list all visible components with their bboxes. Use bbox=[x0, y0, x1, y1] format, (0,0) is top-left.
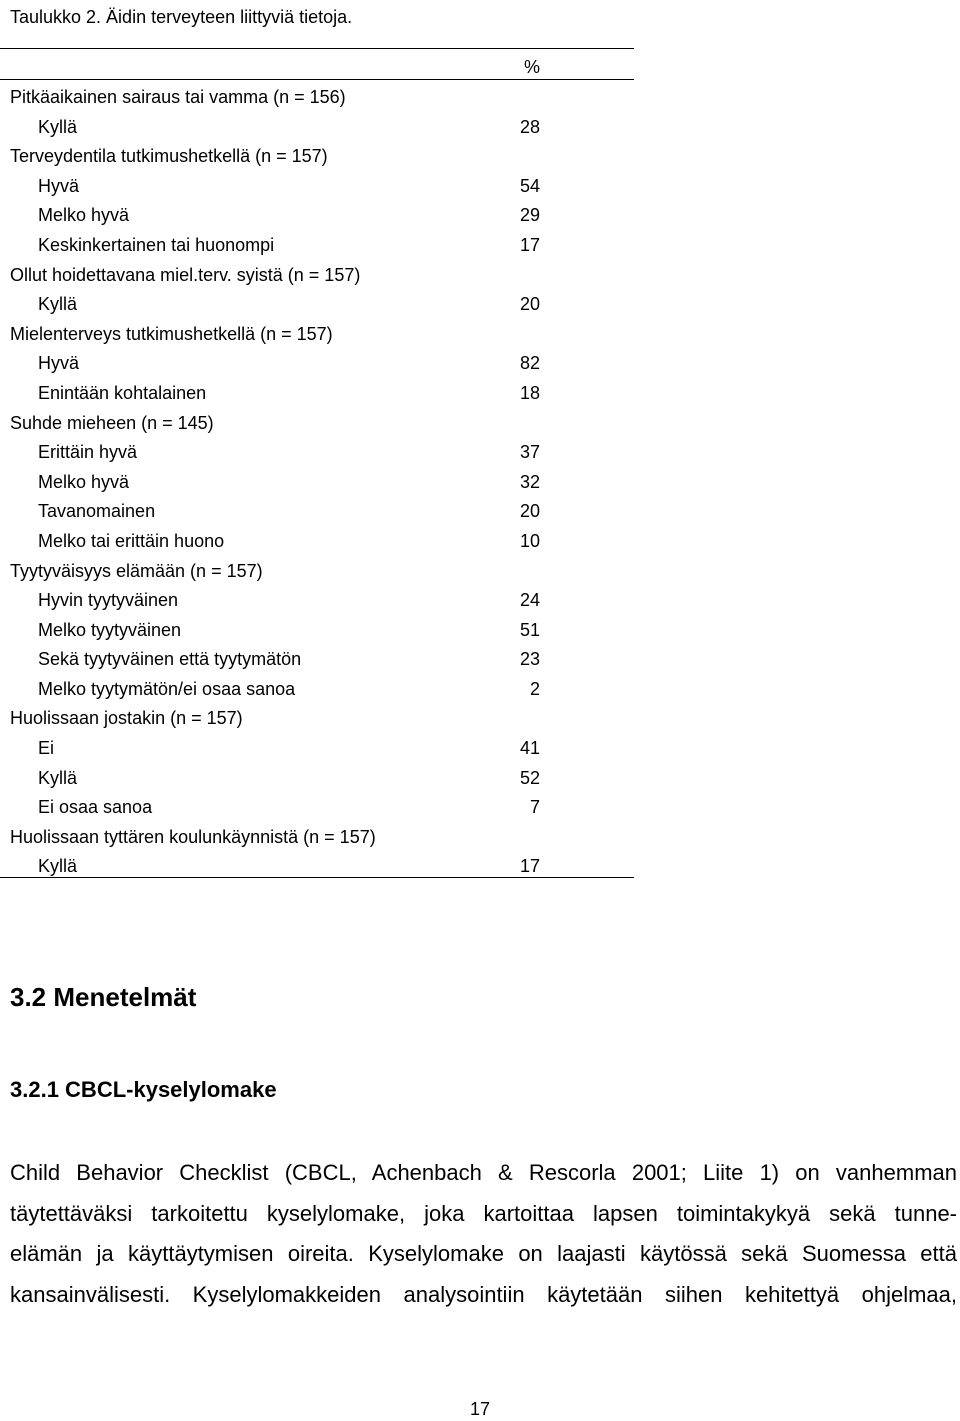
row-value: 20 bbox=[519, 294, 540, 315]
row-value: 54 bbox=[519, 175, 540, 196]
row-value: 18 bbox=[519, 382, 540, 403]
row-label: Melko hyvä bbox=[38, 205, 130, 226]
table-row bbox=[10, 530, 550, 560]
row-value: 82 bbox=[519, 353, 540, 374]
table-row bbox=[10, 855, 550, 885]
table-row bbox=[10, 204, 550, 234]
paragraph-line: Child Behavior Checklist (CBCL, Achenbach & Rescorla 2001; Liite 1) on vanhemman bbox=[10, 1160, 957, 1185]
table-group-row bbox=[10, 560, 550, 590]
table-row bbox=[10, 648, 550, 678]
table-header-rule bbox=[0, 79, 634, 80]
table-row bbox=[10, 175, 550, 205]
table-group-row bbox=[10, 707, 550, 737]
table-row bbox=[10, 589, 550, 619]
table-group-row bbox=[10, 145, 550, 175]
paragraph-line: elämän ja käyttäytymisen oireita. Kyselylomake on laajasti käytössä sekä Suomessa että bbox=[10, 1241, 957, 1266]
table-group-row bbox=[10, 86, 550, 116]
row-label: Mielenterveys tutkimushetkellä (n = 157) bbox=[10, 323, 333, 344]
row-label: Enintään kohtalainen bbox=[38, 382, 207, 403]
row-label: Terveydentila tutkimushetkellä (n = 157) bbox=[10, 146, 328, 167]
column-header-percent: % bbox=[523, 57, 540, 77]
table-row bbox=[10, 619, 550, 649]
table-row bbox=[10, 352, 550, 382]
row-value: 10 bbox=[519, 530, 540, 551]
table-group-row bbox=[10, 826, 550, 856]
row-label: Melko hyvä bbox=[38, 471, 130, 492]
table-top-rule bbox=[0, 48, 634, 49]
section-heading: 3.2 Menetelmät bbox=[10, 982, 197, 1012]
table-row bbox=[10, 678, 550, 708]
table-row bbox=[10, 500, 550, 530]
row-label: Hyvä bbox=[38, 353, 80, 374]
row-label: Ei bbox=[38, 738, 55, 759]
row-value: 32 bbox=[519, 471, 540, 492]
subsection-heading: 3.2.1 CBCL-kyselylomake bbox=[10, 1077, 277, 1102]
row-label: Huolissaan jostakin (n = 157) bbox=[10, 708, 243, 729]
row-value: 24 bbox=[519, 590, 540, 611]
row-value: 2 bbox=[529, 678, 540, 699]
row-label: Keskinkertainen tai huonompi bbox=[38, 234, 275, 255]
table-group-row bbox=[10, 264, 550, 294]
row-value: 37 bbox=[519, 442, 540, 463]
row-label: Melko tyytyväinen bbox=[38, 619, 182, 640]
row-label: Kyllä bbox=[38, 767, 78, 788]
table-bottom-rule bbox=[0, 877, 634, 878]
table-row bbox=[10, 796, 550, 826]
row-label: Ei osaa sanoa bbox=[38, 797, 153, 818]
row-value: 17 bbox=[519, 234, 540, 255]
table-row bbox=[10, 471, 550, 501]
table-row bbox=[10, 293, 550, 323]
row-value: 51 bbox=[519, 619, 540, 640]
row-label: Kyllä bbox=[38, 856, 78, 877]
table-row bbox=[10, 116, 550, 146]
table-row bbox=[10, 767, 550, 797]
table-row bbox=[10, 234, 550, 264]
row-value: 29 bbox=[519, 205, 540, 226]
row-value: 52 bbox=[519, 767, 540, 788]
row-label: Melko tyytymätön/ei osaa sanoa bbox=[38, 678, 296, 699]
row-label: Huolissaan tyttären koulunkäynnistä (n = 157) bbox=[10, 826, 376, 847]
page-number: 17 bbox=[469, 1399, 491, 1419]
row-value: 20 bbox=[519, 501, 540, 522]
row-label: Pitkäaikainen sairaus tai vamma (n = 156) bbox=[10, 87, 346, 107]
row-label: Melko tai erittäin huono bbox=[38, 530, 225, 551]
row-label: Ollut hoidettavana miel.terv. syistä (n = 157) bbox=[10, 264, 361, 285]
table-group-row bbox=[10, 323, 550, 353]
row-value: 41 bbox=[519, 738, 540, 759]
row-label: Erittäin hyvä bbox=[38, 442, 138, 463]
table-body bbox=[10, 86, 550, 885]
row-label: Tyytyväisyys elämään (n = 157) bbox=[10, 560, 263, 581]
table-row bbox=[10, 737, 550, 767]
row-value: 17 bbox=[519, 856, 540, 877]
paragraph-line: täytettäväksi tarkoitettu kyselylomake, joka kartoittaa lapsen toimintakykyä sekä tunne- bbox=[10, 1200, 957, 1226]
row-label: Sekä tyytyväinen että tyytymätön bbox=[38, 649, 302, 670]
table-group-row bbox=[10, 412, 550, 442]
row-label: Hyvin tyytyväinen bbox=[38, 590, 179, 611]
row-label: Tavanomainen bbox=[38, 501, 156, 522]
row-label: Kyllä bbox=[38, 116, 78, 137]
table-row bbox=[10, 441, 550, 471]
table-caption: Taulukko 2. Äidin terveyteen liittyviä tietoja. bbox=[10, 7, 353, 27]
row-label: Kyllä bbox=[38, 294, 78, 315]
paragraph-line: kansainvälisesti. Kyselylomakkeiden analysointiin käytetään siihen kehitettyä ohjelmaa, bbox=[10, 1281, 957, 1307]
body-paragraph bbox=[10, 1153, 957, 1315]
row-label: Suhde mieheen (n = 145) bbox=[10, 412, 214, 433]
row-value: 23 bbox=[519, 649, 540, 670]
table-row bbox=[10, 382, 550, 412]
row-label: Hyvä bbox=[38, 175, 80, 196]
row-value: 7 bbox=[529, 797, 540, 818]
row-value: 28 bbox=[519, 116, 540, 137]
